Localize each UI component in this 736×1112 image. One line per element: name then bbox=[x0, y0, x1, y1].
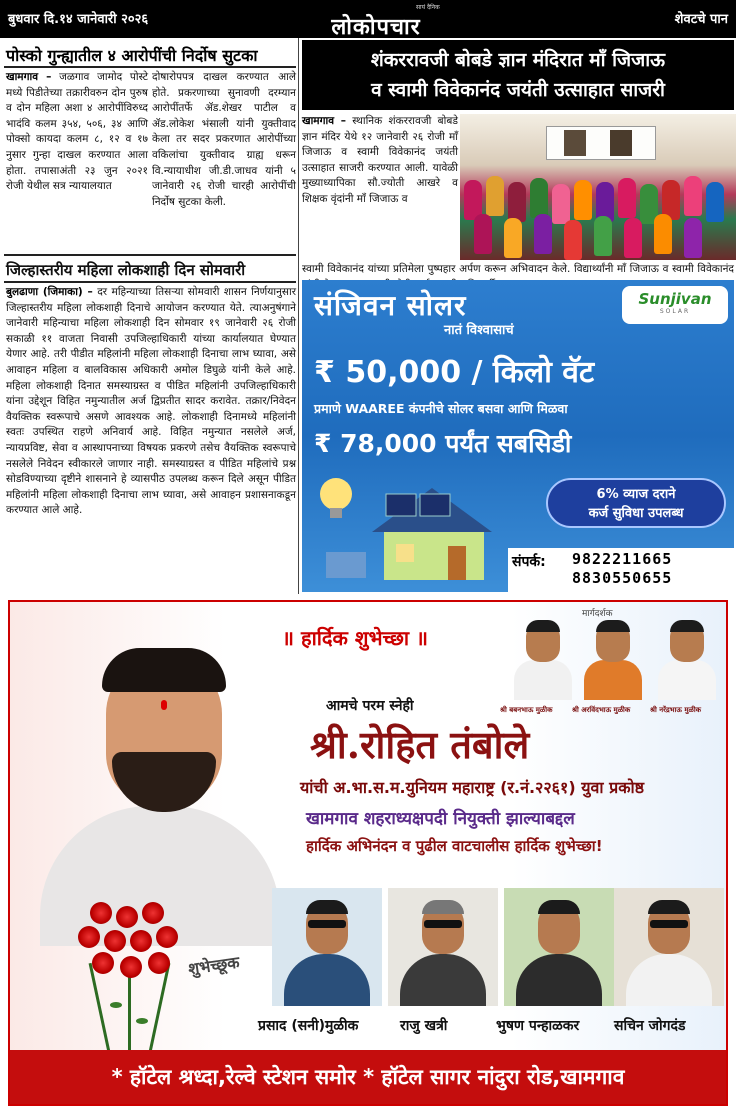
install-offer-text: प्रमाणे WAAREE कंपनीचे सोलर बसवा आणि मिळवा bbox=[314, 401, 568, 416]
bulb-base bbox=[330, 508, 342, 518]
student-figure bbox=[552, 184, 570, 224]
student-figure bbox=[564, 220, 582, 260]
masthead-tag: सायं दैनिक bbox=[416, 4, 440, 11]
mentor-hair bbox=[526, 620, 560, 632]
mentor-photo-1 bbox=[510, 620, 576, 704]
tilak-mark bbox=[161, 700, 167, 710]
rose bbox=[78, 926, 100, 948]
article-column-1 bbox=[6, 70, 148, 195]
issue-date: बुधवार दि.१४ जानेवारी २०२६ bbox=[8, 12, 149, 27]
mentor-name-1: श्री बबनभाऊ मुळीक bbox=[500, 706, 553, 714]
greeting-heading: ॥ हार्दिक शुभेच्छा ॥ bbox=[282, 626, 429, 650]
rose-leaf bbox=[136, 1018, 148, 1024]
article-title: जिल्हास्तरीय महिला लोकशाही दिन सोमवारी bbox=[6, 261, 246, 279]
intro-text: आमचे परम स्नेही bbox=[326, 698, 414, 714]
subsidy-text: ₹ 78,000 पर्यंत सबसिडी bbox=[314, 429, 572, 458]
article-text: स्थानिक शंकररावजी बोबडे ज्ञान मंदिर येथे १२ जानेवारी २६ रोजी माँ जिजाऊ व स्वामी विवेकानंद जयंती उत्साहात साजरी करण्यात आली. यावेळी मुख्याध्यापिका सौ.ज्योती आखरे व शिक्षक वृंदांनी माँ जिजाऊ व bbox=[302, 115, 459, 205]
loan-line-2: कर्ज सुविधा उपलब्ध bbox=[588, 506, 684, 521]
students-group bbox=[460, 174, 736, 260]
congrats-line: हार्दिक अभिनंदन व पुढील वाटचालीस हार्दिक शुभेच्छा! bbox=[306, 837, 603, 855]
logo-sub: SOLAR bbox=[659, 308, 691, 315]
solar-panel-icon bbox=[420, 494, 450, 516]
sunglasses-icon bbox=[308, 920, 346, 928]
student-figure bbox=[574, 180, 592, 220]
masthead-bar bbox=[0, 0, 736, 38]
wisher-photo-4 bbox=[614, 888, 724, 1006]
newspaper-name: लोकोपचार bbox=[331, 14, 421, 40]
wisher-photo-1 bbox=[272, 888, 382, 1006]
article-body-bottom: स्वामी विवेकानंद यांच्या प्रतिमेला पुष्पहार अर्पण करून अभिवादन केले. विद्यार्थ्यांनी माँ जिजाऊ व स्वामी विवेकानंद bbox=[302, 263, 734, 275]
student-figure bbox=[618, 178, 636, 218]
solar-tagline: नातं विश्वासाचं bbox=[444, 323, 514, 338]
headline-line-2: व स्वामी विवेकानंद जयंती उत्साहात साजरी bbox=[371, 79, 665, 101]
wisher-hair bbox=[538, 900, 580, 914]
title-rule bbox=[4, 281, 296, 283]
student-figure bbox=[508, 182, 526, 222]
mentor-photo-2 bbox=[580, 620, 646, 704]
mentor-photo-3 bbox=[654, 620, 720, 704]
solar-panel-icon bbox=[386, 494, 416, 516]
dateline: खामगाव – bbox=[302, 115, 346, 127]
student-figure bbox=[594, 216, 612, 256]
hotel-footer-banner: * हॉटेल श्रध्दा,रेल्वे स्टेशन समोर * हॉटेल सागर नांदुरा रोड,खामगाव bbox=[10, 1050, 726, 1104]
student-figure bbox=[624, 218, 642, 258]
position-line: खामगाव शहराध्यक्षपदी नियुक्ती झाल्याबद्दल bbox=[306, 809, 575, 829]
article-column-2: दोषारोपपत्र दाखल करण्यात आले होते. प्रकरणाच्या सुनावणी दरम्यान आरोपींतर्फे ॲड.शेखर पाटील व ॲड.लोकेश भंसाली यांनी युक्तीवाद केला तर सदर प्रकरणात आरोपींच्या वकिलांचा युक्तीवाद ग्राह्य धरून वि.न्यायाधीश जी.डी.जाधव यांनी ५ जानेवारी २६ रोजी चारही आरोपींची निर्दोष सुटका केली. bbox=[152, 71, 296, 208]
article-title: पोस्को गुन्ह्यातील ४ आरोपींची निर्दोष सुटका bbox=[6, 46, 258, 65]
bulb-icon bbox=[320, 478, 352, 510]
rose-leaf bbox=[110, 1002, 122, 1008]
portrait-frame-vivekanand bbox=[610, 130, 632, 156]
hero-hair bbox=[102, 648, 226, 692]
wisher-name-4: सचिन जोगदंड bbox=[614, 1018, 686, 1034]
hero-portrait bbox=[20, 642, 280, 942]
student-figure bbox=[504, 218, 522, 258]
mentor-name-3: श्री नरेंद्रभाऊ मुळीक bbox=[650, 706, 702, 714]
rose bbox=[142, 902, 164, 924]
hero-beard bbox=[112, 752, 216, 812]
rose bbox=[130, 930, 152, 952]
rose bbox=[90, 902, 112, 924]
logo-name: Sunjivan bbox=[638, 290, 712, 308]
student-figure bbox=[534, 214, 552, 254]
sunglasses-icon bbox=[650, 920, 688, 928]
page-label: शेवटचे पान bbox=[674, 12, 728, 27]
loan-line-1: 6% व्याज दराने bbox=[596, 487, 676, 502]
student-figure bbox=[474, 214, 492, 254]
solar-brand-name: संजिवन सोलर bbox=[314, 289, 467, 322]
portrait-frame-jijau bbox=[564, 130, 586, 156]
sunglasses-icon bbox=[424, 920, 462, 928]
honoree-name: श्री.रोहित तंबोले bbox=[310, 722, 530, 767]
article-text: जळगाव जामोद पोस्टे मध्ये पिडीतेच्या तक्रारीवरुन दोन पुरुष व दोन महिला अशा ४ आरोपींविरुध्द भादंवि कलम ३५४, ५०६, ३४ आणि पोक्सो कायदा कलम ८, १२ व १७ नुसार गुन्हा दाखल करण्यात आला होता. तपासाअंती २३ जुन २०२१ रोजी येथील सत्र न्यायालयात bbox=[6, 71, 148, 193]
loan-offer-badge bbox=[546, 478, 726, 528]
contact-label: संपर्क: bbox=[512, 554, 546, 570]
sunjivan-logo bbox=[622, 286, 728, 324]
column-divider bbox=[298, 38, 299, 594]
student-figure bbox=[706, 182, 724, 222]
wisher-hair bbox=[306, 900, 348, 914]
stage-banner bbox=[546, 126, 656, 160]
mentor-body bbox=[584, 660, 642, 700]
mentor-label: मार्गदर्शक bbox=[582, 609, 613, 619]
inverter-box bbox=[326, 552, 366, 578]
phone-number-1: 9822211665 bbox=[572, 550, 673, 568]
greeting-advertisement bbox=[8, 600, 728, 1106]
solar-brand-block bbox=[302, 282, 734, 338]
student-figure bbox=[530, 178, 548, 218]
article-text: दर महिन्याच्या तिसऱ्या सोमवारी शासन निर्णयानुसार जिल्हास्तरीय महिला लोकशाही दिनाचे आयोजन करण्यात येते. त्याअनुषंगाने जानेवारी महिन्याचा महिला लोकशाही दिन सोमवार १९ जानेवारी २६ रोजी सकाळी ११ वाजता निवासी उपजिल्हाधिकारी यांच्या कार्यालयात घेण्यात येणार आहे. तरी पीडीत महिलांनी महिला लोकशाही दिनाचा लाभ घ्यावा, असे आवाहन महिला व बालविकास अधिकारी अमोल डिघुळे यांनी केले आहे. महिला लोकशाही दिनात समस्याग्रस्त व पीडित महिलांनी उपजिल्हाधिकारी यांना उद्देशून विहित नमुन्यातील अर्ज द्विप्रतीत सादर करावेत. तक्रार/निवेदन वैयक्तिक स्वरूपाचे असणे आवश्यक आहे. लोकशाही दिनामध्ये महिलांनी स्वतः उपस्थित राहणे अनिवार्य आहे. विहित नमुन्यात नसलेले अर्ज, न्यायप्रविष्ट, सेवा व आस्थापनाच्या विषयक प्रकरणे तसेच वैयक्तिक स्वरूपाचे नसलेले निवेदन स्वीकारले जाणार नाही. समस्याग्रस्त व पीडित महिलांचे प्रश्न सोडविण्याच्या दृष्टीने शासनाने हे व्यासपीठ उपलब्ध करून दिले असून पीडित महिलांनी महिला लोकशाही दिनाचा लाभ घ्यावा, असे आवाहन प्रशासनाकडून करण्यात आले आहे. bbox=[6, 286, 297, 517]
student-figure bbox=[654, 214, 672, 254]
title-rule bbox=[4, 66, 296, 68]
dateline: खामगाव – bbox=[6, 71, 52, 83]
rose bbox=[156, 926, 178, 948]
article-headline bbox=[302, 40, 734, 110]
rose bbox=[116, 906, 138, 928]
wisher-photo-3 bbox=[504, 888, 614, 1006]
door bbox=[448, 546, 466, 580]
article-divider bbox=[4, 254, 296, 256]
wisher-photo-2 bbox=[388, 888, 498, 1006]
phone-number-2: 8830550655 bbox=[572, 569, 673, 587]
wisher-hair bbox=[648, 900, 690, 914]
wisher-name-1: प्रसाद (सनी)मुळीक bbox=[258, 1018, 359, 1034]
wisher-hair bbox=[422, 900, 464, 914]
house-solar-illustration bbox=[312, 466, 522, 586]
mentor-hair bbox=[670, 620, 704, 632]
appointment-line: यांची अ.भा.स.म.युनियम महाराष्ट्र (र.नं.२२६१) युवा प्रकोष्ठ bbox=[300, 778, 645, 797]
mentor-body bbox=[658, 660, 716, 700]
newspaper-logo bbox=[296, 1, 456, 40]
mentor-name-2: श्री अरविंदभाऊ मुळीक bbox=[572, 706, 631, 714]
student-figure bbox=[684, 176, 702, 216]
headline-line-1: शंकररावजी बोबडे ज्ञान मंदिरात माँ जिजाऊ bbox=[370, 49, 666, 71]
rose bbox=[120, 956, 142, 978]
wisher-name-3: भुषण पन्हाळकर bbox=[496, 1018, 580, 1034]
student-figure bbox=[486, 176, 504, 216]
solar-advertisement bbox=[302, 280, 734, 592]
rose bbox=[104, 930, 126, 952]
wisher-name-2: राजु खत्री bbox=[400, 1018, 448, 1034]
event-photo bbox=[460, 114, 736, 260]
price-per-kw: ₹ 50,000 / किलो वॅट bbox=[314, 355, 595, 390]
article-body-left bbox=[302, 114, 458, 208]
rose bbox=[92, 952, 114, 974]
rose bbox=[148, 952, 170, 974]
dateline: बुलढाणा (जिमाका) – bbox=[6, 286, 93, 298]
window bbox=[396, 544, 414, 562]
student-figure bbox=[684, 218, 702, 258]
mentor-hair bbox=[596, 620, 630, 632]
mentor-body bbox=[514, 660, 572, 700]
wishers-label: शुभेच्छूक bbox=[186, 952, 241, 979]
article-body bbox=[6, 285, 296, 519]
